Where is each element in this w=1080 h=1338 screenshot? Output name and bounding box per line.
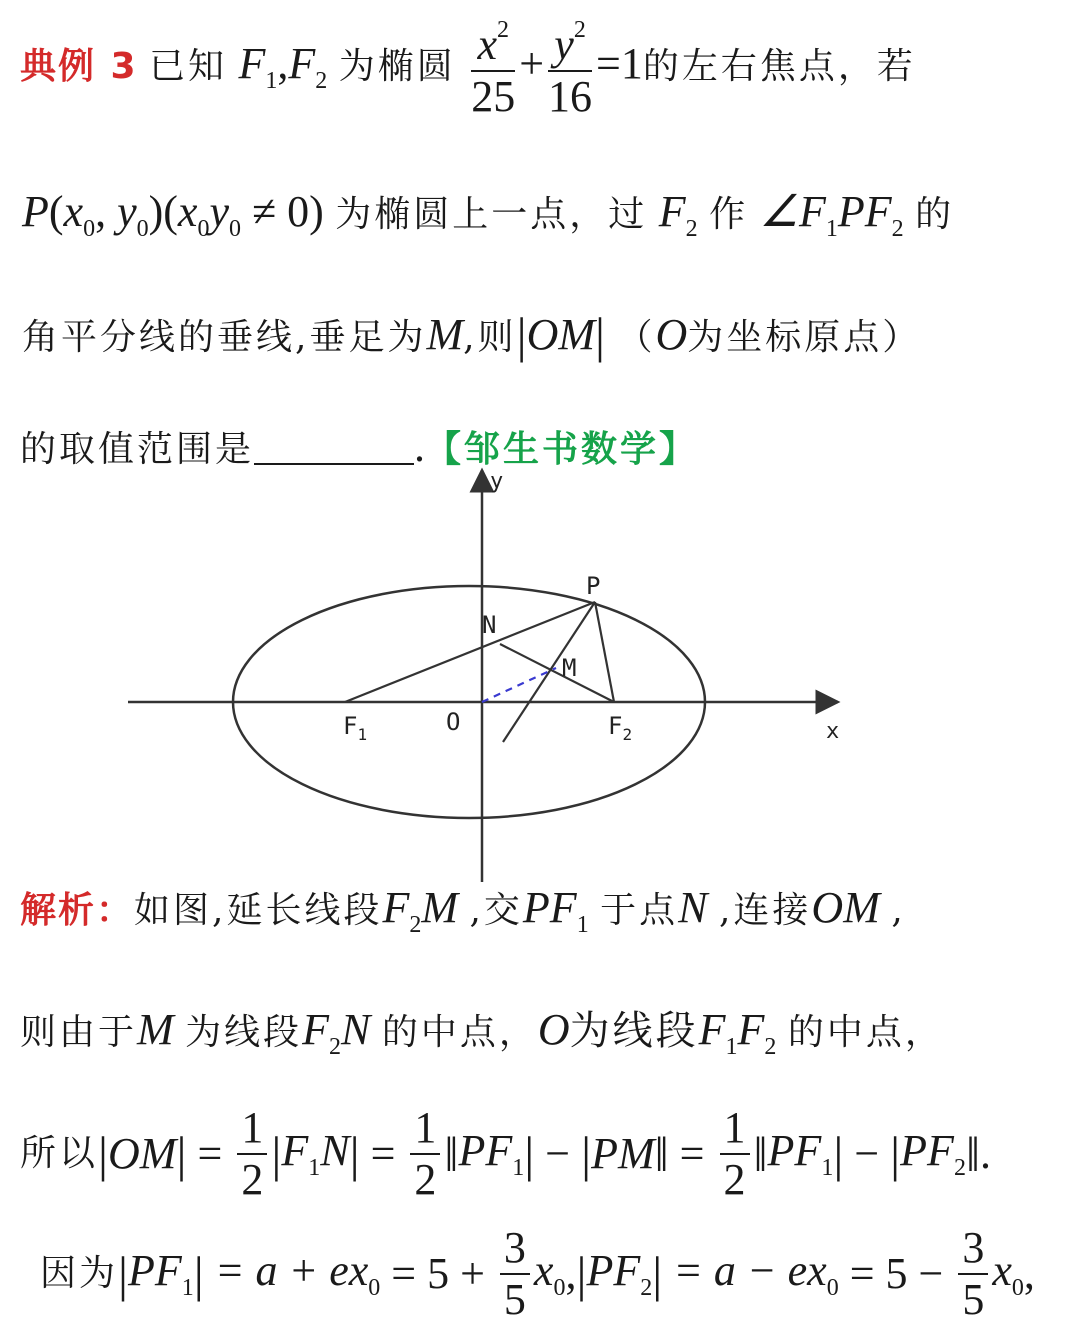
text: （ bbox=[616, 317, 656, 358]
equals-one: =1 bbox=[596, 39, 643, 89]
math-o: O bbox=[537, 1005, 570, 1054]
text: 的 bbox=[915, 194, 955, 235]
text: 的中点， bbox=[787, 1012, 944, 1053]
abs-bar: | bbox=[516, 307, 527, 363]
text: 的左右焦点，若 bbox=[642, 46, 916, 88]
text: 于点 bbox=[600, 890, 679, 931]
label-n: N bbox=[482, 611, 497, 639]
fraction-3-5: $\frac{3}{5}$ bbox=[500, 1225, 530, 1323]
math-expr-4: = 5 − bbox=[838, 1249, 955, 1299]
math-f1: $F_1$ bbox=[238, 39, 278, 95]
comma: , bbox=[277, 39, 289, 89]
math-pm: PM bbox=[591, 1129, 655, 1179]
math-f2: $F_2$ bbox=[288, 39, 328, 95]
segment-n-f2 bbox=[500, 644, 614, 702]
math-o: O bbox=[655, 310, 688, 359]
segment-f1-p bbox=[345, 602, 595, 702]
math-expr-1: = $a + ex_0$ bbox=[203, 1245, 381, 1301]
text: 已知 bbox=[149, 46, 228, 88]
text: 为线段 bbox=[569, 1008, 699, 1054]
solution-label: 解析： bbox=[20, 890, 135, 931]
segment-o-m-dashed bbox=[482, 668, 556, 702]
math-x0: $x_0$ bbox=[63, 187, 96, 242]
paren: )( bbox=[148, 187, 178, 236]
math-f2n: $F_2N$ bbox=[302, 1005, 371, 1060]
fraction-half: $\frac{1}{2}$ bbox=[237, 1105, 267, 1203]
label-x: x bbox=[826, 719, 840, 744]
minus: − bbox=[843, 1129, 891, 1179]
math-om: OM bbox=[811, 883, 880, 932]
period: . bbox=[979, 1129, 991, 1179]
text: 的取值范围是 bbox=[20, 429, 255, 470]
math-pf1: $PF_1$ bbox=[128, 1245, 194, 1301]
equals: = bbox=[359, 1129, 407, 1179]
text: 如图,延长线段 bbox=[134, 890, 383, 931]
label-f2: $F_2$ bbox=[608, 712, 633, 744]
math-f1n: $F_1N$ bbox=[281, 1125, 350, 1181]
period: . bbox=[414, 422, 426, 471]
text: 为坐标原点） bbox=[687, 317, 922, 358]
angle-bisector-line bbox=[503, 602, 595, 742]
fraction-half: $\frac{1}{2}$ bbox=[720, 1105, 750, 1203]
text: 角平分线的垂线,垂足为 bbox=[22, 317, 427, 358]
equals: = bbox=[668, 1129, 716, 1179]
math-f2: $F_2$ bbox=[658, 187, 698, 242]
text: ,则 bbox=[463, 317, 517, 358]
text: 因为 bbox=[40, 1253, 119, 1295]
label-y: y bbox=[490, 469, 504, 494]
text: 则由于 bbox=[20, 1012, 138, 1053]
comma: , bbox=[1023, 1249, 1035, 1299]
plus: + bbox=[519, 39, 545, 89]
equals: = bbox=[186, 1129, 234, 1179]
math-m: M bbox=[426, 310, 464, 359]
ellipse-figure bbox=[0, 462, 1080, 882]
paren: ( bbox=[48, 187, 64, 236]
math-x0: $x_0$ bbox=[533, 1245, 566, 1301]
label-f1: $F_1$ bbox=[343, 712, 368, 744]
text: 为椭圆 bbox=[338, 46, 456, 88]
math-p: P bbox=[22, 187, 49, 236]
comma: , bbox=[95, 187, 118, 236]
solution-line-3: 所以|OM| = $\frac{1}{2}$ $|F_1N|$ = $\frac{1}{2}$ $‖PF_1|$ − |PM‖ = $\frac{1}{2}$ $‖PF_1|$ − $|PF_2‖$. bbox=[20, 1103, 991, 1205]
problem-label: 典例 3 bbox=[20, 46, 138, 88]
math-n: N bbox=[678, 883, 708, 932]
problem-line-3 bbox=[22, 307, 922, 363]
source-tag: 【邹生书数学】 bbox=[425, 429, 699, 470]
math-x0y0: $x_0y_0$ bbox=[177, 187, 241, 242]
label-o: O bbox=[446, 708, 461, 736]
math-y0: $y_0$ bbox=[117, 187, 149, 242]
math-om: OM bbox=[526, 310, 596, 359]
text: 所以 bbox=[20, 1133, 99, 1175]
text: 为线段 bbox=[185, 1012, 303, 1053]
math-om: OM bbox=[108, 1129, 177, 1179]
text: 作 bbox=[709, 194, 749, 235]
fraction-y2-16: $\frac{y^2}{16}$ bbox=[548, 17, 593, 122]
solution-line-2 bbox=[20, 1005, 944, 1060]
fraction-x2-25: $\frac{x^2}{25}$ bbox=[471, 17, 516, 122]
math-pf2: $PF_2$ bbox=[586, 1245, 653, 1301]
math-angle: $\angle F_1PF_2$ bbox=[759, 187, 904, 242]
text: 为椭圆上一点，过 bbox=[335, 194, 648, 235]
math-pf1: $PF_1$ bbox=[767, 1125, 834, 1181]
minus: − bbox=[534, 1129, 582, 1179]
math-m: M bbox=[137, 1005, 174, 1054]
comma: , bbox=[565, 1249, 577, 1299]
paren: ) bbox=[309, 187, 324, 236]
answer-blank bbox=[254, 437, 414, 465]
label-p: P bbox=[586, 572, 601, 600]
fraction-half: $\frac{1}{2}$ bbox=[410, 1105, 440, 1203]
not-equal-zero: ≠ 0 bbox=[240, 187, 310, 236]
math-pf1: $PF_1$ bbox=[458, 1125, 525, 1181]
text: , bbox=[891, 890, 906, 931]
math-x0: $x_0$ bbox=[992, 1245, 1024, 1301]
segment-p-f2 bbox=[595, 602, 614, 702]
text: ,连接 bbox=[718, 890, 812, 931]
problem-line-1 bbox=[20, 18, 916, 120]
solution-line-4: 因为$|PF_1| = a + ex_0 = 5$ + $\frac{3}{5}$ $x_0,|PF_2| = a - ex_0 = 5$ − $\frac{3}{5}$ $x_0$, bbox=[40, 1223, 1035, 1325]
math-expr-2: = 5 + bbox=[380, 1249, 496, 1299]
math-pf1: $PF_1$ bbox=[522, 883, 589, 938]
problem-line-2 bbox=[22, 187, 955, 242]
math-expr-3: = $a - ex_0$ bbox=[662, 1245, 839, 1301]
math-f1f2: $F_1F_2$ bbox=[698, 1005, 777, 1060]
abs-bar: | bbox=[595, 307, 606, 363]
math-pf2: $PF_2$ bbox=[900, 1125, 966, 1181]
text: 的中点， bbox=[381, 1012, 538, 1053]
fraction-3-5: $\frac{3}{5}$ bbox=[958, 1225, 988, 1323]
text: ,交 bbox=[469, 890, 523, 931]
solution-line-1 bbox=[20, 883, 906, 938]
math-f2m: $F_2M$ bbox=[382, 883, 459, 938]
label-m: M bbox=[562, 654, 577, 682]
